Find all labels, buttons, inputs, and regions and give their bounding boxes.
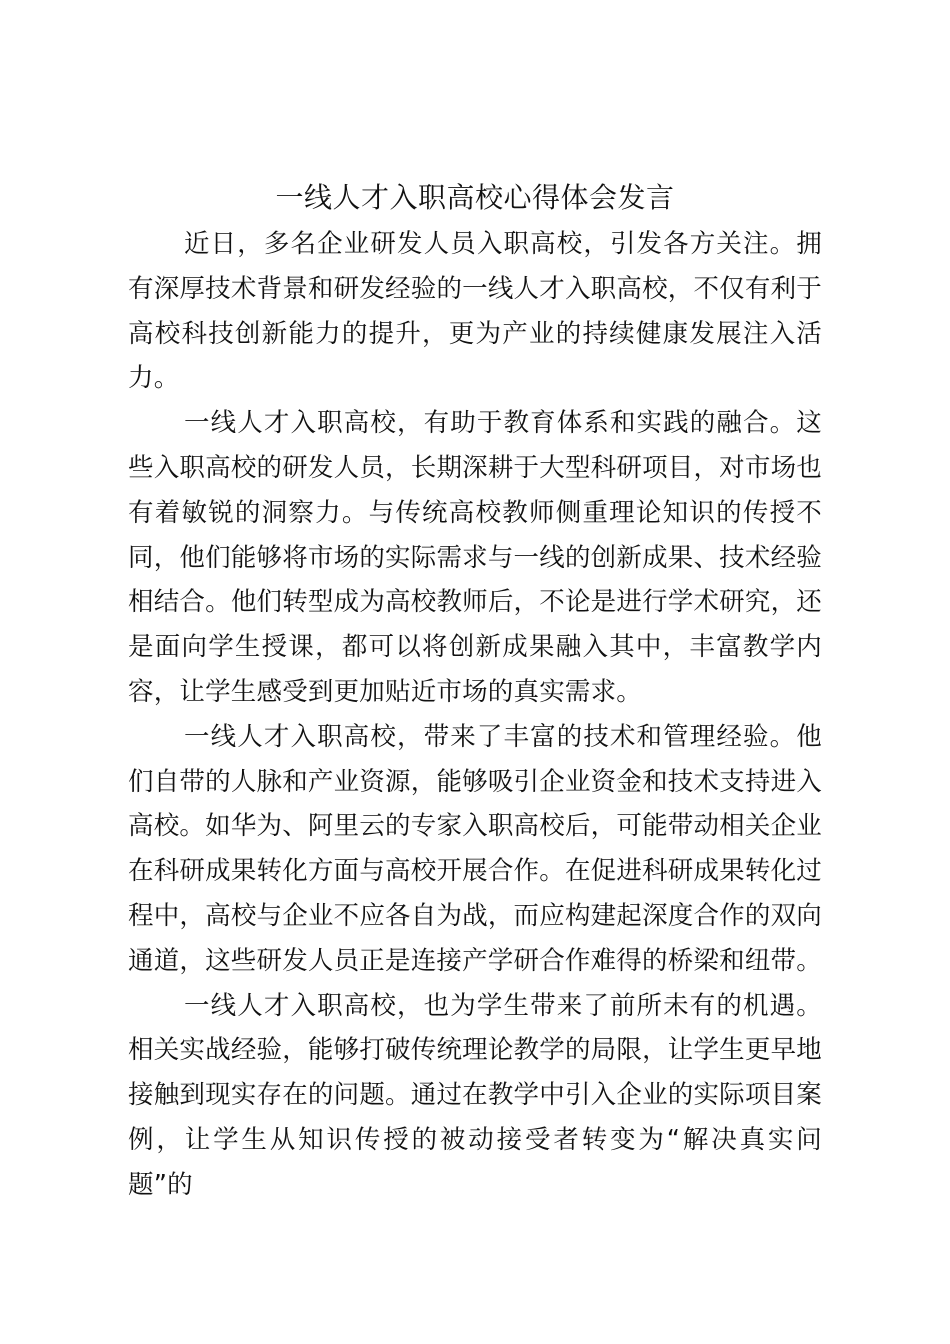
paragraph-2: 一线人才入职高校，有助于教育体系和实践的融合。这些入职高校的研发人员，长期深耕于大型科研项目，对市场也有着敏锐的洞察力。与传统高校教师侧重理论知识的传授不同，他们能够将市场的实际需求与一线的创新成果、技术经验相结合。他们转型成为高校教师后，不论是进行学术研究，还是面向学生授课，都可以将创新成果融入其中，丰富教学内容，让学生感受到更加贴近市场的真实需求。 [128, 408, 822, 707]
document-body [128, 222, 822, 1208]
paragraph-3: 一线人才入职高校，带来了丰富的技术和管理经验。他们自带的人脉和产业资源，能够吸引企业资金和技术支持进入高校。如华为、阿里云的专家入职高校后，可能带动相关企业在科研成果转化方面与高校开展合作。在促进科研成果转化过程中，高校与企业不应各自为战，而应构建起深度合作的双向通道，这些研发人员正是连接产学研合作难得的桥梁和纽带。 [128, 721, 822, 976]
document-title: 一线人才入职高校心得体会发言 [275, 181, 675, 214]
paragraph-4: 一线人才入职高校，也为学生带来了前所未有的机遇。相关实战经验，能够打破传统理论教学的局限，让学生更早地接触到现实存在的问题。通过在教学中引入企业的实际项目案例，让学生从知识传授的被动接受者转变为“解决真实问题”的 [128, 990, 822, 1200]
paragraph-1: 近日，多名企业研发人员入职高校，引发各方关注。拥有深厚技术背景和研发经验的一线人才入职高校，不仅有利于高校科技创新能力的提升，更为产业的持续健康发展注入活力。 [128, 229, 822, 394]
